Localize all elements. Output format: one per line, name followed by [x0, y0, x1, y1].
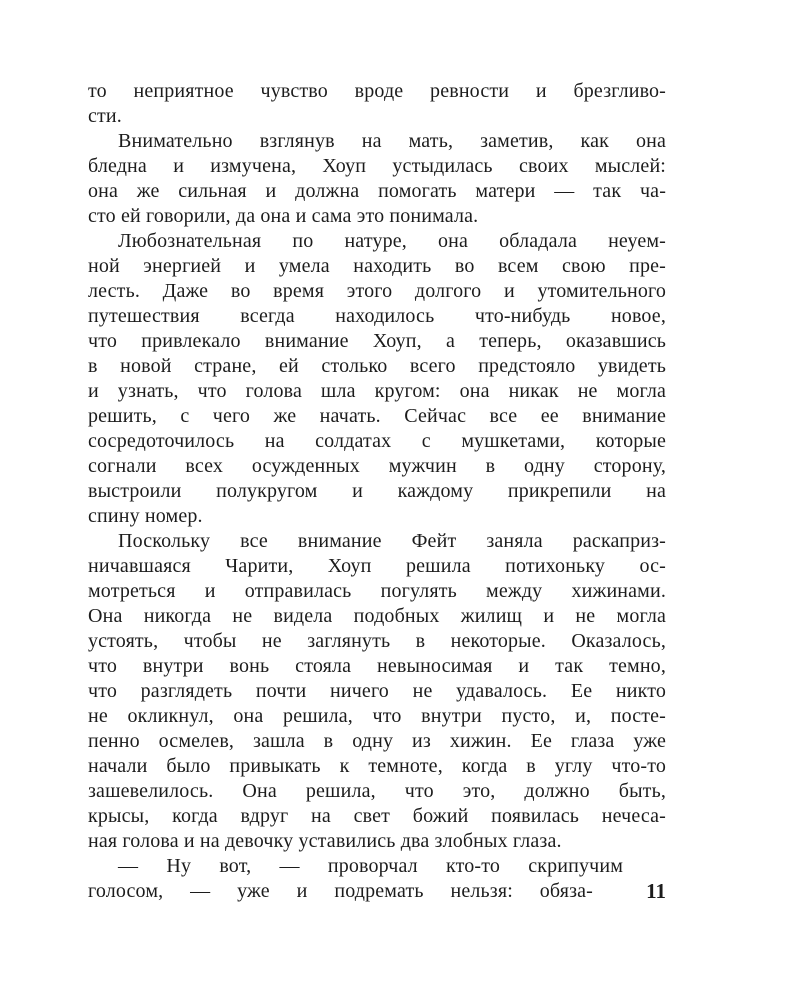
- text-line: спину номер.: [88, 505, 203, 527]
- text-line: пенно осмелев, зашла в одну из хижин. Ее глаза уже: [88, 730, 666, 752]
- text-line: ной энергией и умела находить во всем свою пре-: [88, 255, 666, 277]
- text-line: голосом, — уже и подремать нельзя: обяза-: [88, 880, 593, 902]
- text-line: она же сильная и должна помогать матери — так ча-: [88, 180, 666, 202]
- text-line: Внимательно взглянув на мать, заметив, как она: [118, 130, 666, 152]
- text-line: начали было привыкать к темноте, когда в углу что-то: [88, 755, 666, 777]
- text-line: Она никогда не видела подобных жилищ и не могла: [88, 605, 666, 627]
- text-line: что внутри вонь стояла невыносимая и так темно,: [88, 655, 666, 677]
- text-line: лесть. Даже во время этого долгого и утомительного: [88, 280, 666, 302]
- text-line: не окликнул, она решила, что внутри пусто, и, посте-: [88, 705, 666, 727]
- text-line: устоять, чтобы не заглянуть в некоторые. Оказалось,: [88, 630, 666, 652]
- text-line: и узнать, что голова шла кругом: она никак не могла: [88, 380, 666, 402]
- text-line: что привлекало внимание Хоуп, а теперь, оказавшись: [88, 330, 666, 352]
- text-line: то неприятное чувство вроде ревности и брезгливо-: [88, 80, 666, 102]
- text-line: зашевелилось. Она решила, что это, должно быть,: [88, 780, 666, 802]
- text-line: сосредоточилось на солдатах с мушкетами, которые: [88, 430, 666, 452]
- text-line: Поскольку все внимание Фейт заняла раскаприз-: [118, 530, 666, 552]
- text-line: Любознательная по натуре, она обладала неуем-: [118, 230, 666, 252]
- text-line: ная голова и на девочку уставились два злобных глаза.: [88, 830, 562, 852]
- text-line: крысы, когда вдруг на свет божий появилась нечеса-: [88, 805, 666, 827]
- text-line: путешествия всегда находилось что-нибудь новое,: [88, 305, 666, 327]
- text-line: сто ей говорили, да она и сама это понимала.: [88, 205, 479, 227]
- body-text: [88, 79, 666, 904]
- text-line: выстроили полукругом и каждому прикрепили на: [88, 480, 666, 502]
- text-line: что разглядеть почти ничего не удавалось. Ее никто: [88, 680, 666, 702]
- text-line: — Ну вот, — проворчал кто-то скрипучим: [118, 855, 623, 877]
- text-line: в новой стране, ей столько всего предстояло увидеть: [88, 355, 666, 377]
- page-number: 11: [646, 879, 666, 903]
- text-line: мотреться и отправилась погулять между хижинами.: [88, 580, 666, 602]
- text-line: бледна и измучена, Хоуп устыдилась своих мыслей:: [88, 155, 666, 177]
- text-line: решить, с чего же начать. Сейчас все ее внимание: [88, 405, 666, 427]
- text-line: согнали всех осужденных мужчин в одну сторону,: [88, 455, 666, 477]
- text-line: сти.: [88, 105, 122, 127]
- text-line: ничавшаяся Чарити, Хоуп решила потихоньку ос-: [88, 555, 666, 577]
